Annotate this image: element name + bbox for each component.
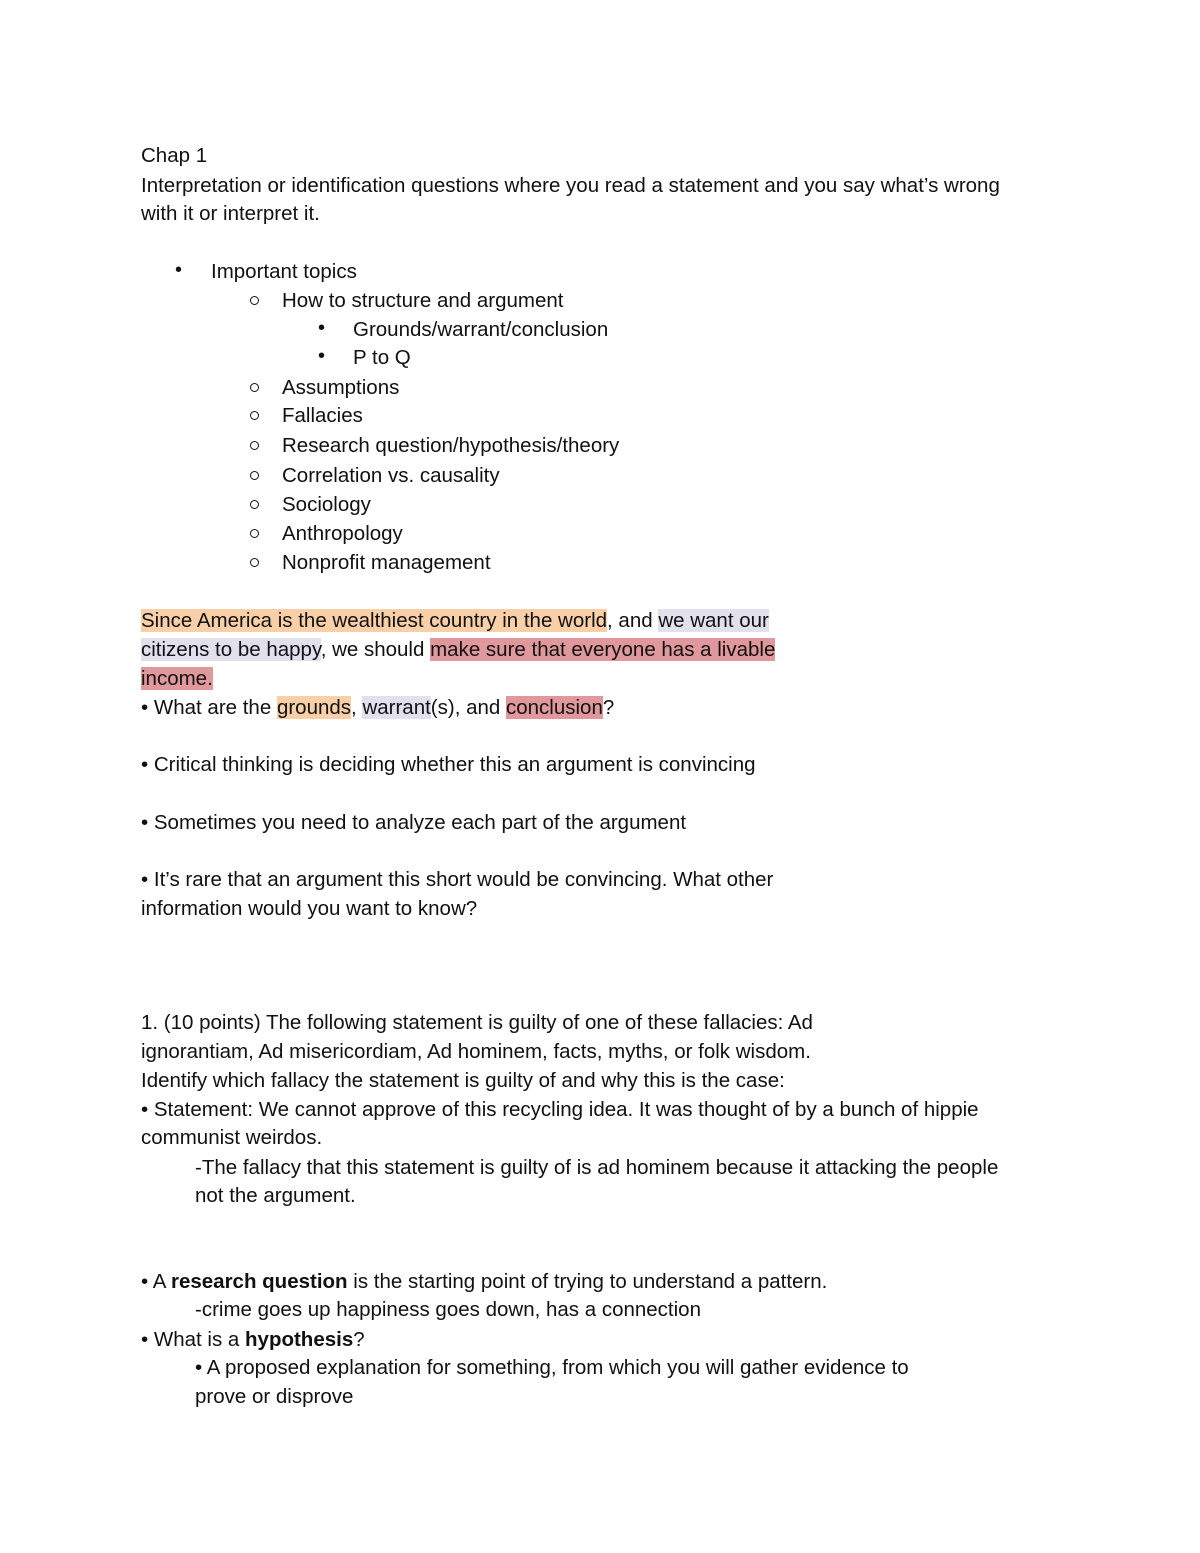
bullet-rare-2: information would you want to know? [141,897,478,920]
bullet-circle-icon [250,500,259,509]
argument-line-3 [141,666,213,692]
bullet-circle-icon [250,471,259,480]
outline-sub-1: How to structure and argument [282,289,564,312]
bullet-circle-icon [250,441,259,450]
intro-line-1: Interpretation or identification questions where you read a statement and you say what’s wrong [141,174,1000,197]
argument-question: • What are the grounds, warrant(s), and conclusion? [141,696,615,719]
bullet-square-icon: • [318,345,326,367]
chapter-heading: Chap 1 [141,144,208,167]
hypothesis-term: hypothesis [245,1328,354,1351]
question-line-1: 1. (10 points) The following statement is guilty of one of these fallacies: Ad [141,1011,813,1034]
hypothesis-definition-1: • A proposed explanation for something, from which you will gather evidence to [195,1356,909,1379]
outline-item: Assumptions [282,376,400,399]
research-question-term: research question [170,1270,348,1293]
question-statement-2: communist weirdos. [141,1126,323,1149]
outline-sub-1a: Grounds/warrant/conclusion [353,318,609,341]
question-line-2: ignorantiam, Ad misericordiam, Ad hominem, facts, myths, or folk wisdom. [141,1040,811,1063]
warrant-label: warrant [362,696,431,719]
outline-top: Important topics [211,260,357,283]
hypothesis-question-line: • What is a hypothesis? [141,1328,365,1351]
answer-line-2: not the argument. [195,1184,356,1207]
conclusion-highlight: income. [141,667,213,690]
warrant-highlight: we want our [658,609,769,632]
warrant-highlight: citizens to be happy [141,638,321,661]
bullet-circle-icon [250,296,259,305]
grounds-highlight: Since America is the wealthiest country in the world [141,609,608,632]
bullet-circle-icon [250,411,259,420]
bullet-circle-icon [250,383,259,392]
bullet-circle-icon [250,529,259,538]
conclusion-label: conclusion [506,696,603,719]
outline-item: Nonprofit management [282,551,491,574]
argument-line-1: Since America is the wealthiest country in the world, and we want our [141,609,769,632]
intro-line-2: with it or interpret it. [141,202,320,225]
grounds-label: grounds [276,696,352,719]
answer-line-1: -The fallacy that this statement is guilty of is ad hominem because it attacking the people [195,1156,999,1179]
question-statement-1: • Statement: We cannot approve of this recycling idea. It was thought of by a bunch of hippie [141,1098,979,1121]
research-question-line: • A research question is the starting point of trying to understand a pattern. [141,1270,828,1293]
bullet-critical-thinking: • Critical thinking is deciding whether this an argument is convincing [141,753,756,776]
bullet-square-icon: • [318,317,326,339]
bullet-disc-icon: • [175,259,183,281]
outline-item: Anthropology [282,522,403,545]
outline-item: Fallacies [282,404,363,427]
argument-line-2: citizens to be happy, we should make sure that everyone has a livable [141,638,776,661]
bullet-analyze: • Sometimes you need to analyze each part of the argument [141,811,687,834]
outline-item: Research question/hypothesis/theory [282,434,620,457]
outline-item: Sociology [282,493,371,516]
hypothesis-definition-2: prove or disprove [195,1385,354,1408]
research-question-example: -crime goes up happiness goes down, has a connection [195,1298,701,1321]
outline-sub-1b: P to Q [353,346,411,369]
outline-item: Correlation vs. causality [282,464,500,487]
question-line-3: Identify which fallacy the statement is guilty of and why this is the case: [141,1069,785,1092]
conclusion-highlight: make sure that everyone has a livable [430,638,776,661]
bullet-circle-icon [250,558,259,567]
bullet-rare-1: • It’s rare that an argument this short would be convincing. What other [141,868,774,891]
